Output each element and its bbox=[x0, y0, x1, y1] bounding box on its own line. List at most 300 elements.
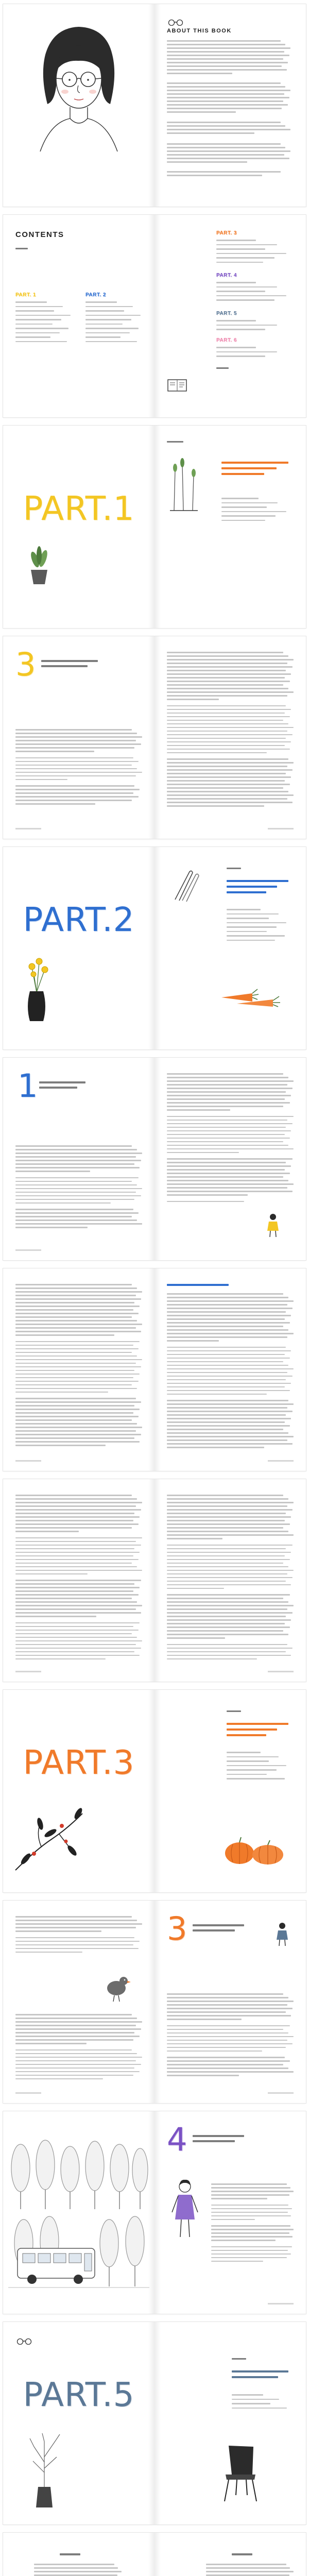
text-line bbox=[15, 1566, 137, 1568]
text-line bbox=[15, 1548, 134, 1550]
text-line bbox=[221, 467, 277, 469]
text-line bbox=[167, 1619, 291, 1621]
part-5-opener-page bbox=[3, 2322, 154, 2524]
text-line bbox=[167, 1284, 229, 1286]
text-line bbox=[211, 2187, 290, 2189]
text-line bbox=[216, 325, 277, 326]
text-line bbox=[15, 1937, 134, 1939]
text-line bbox=[167, 773, 286, 774]
text-line bbox=[167, 1194, 248, 1196]
text-line bbox=[167, 1516, 291, 1518]
text-line bbox=[221, 506, 267, 508]
part-5-chapter-list bbox=[232, 2394, 288, 2412]
text-line bbox=[167, 1605, 294, 1606]
paragraph bbox=[167, 1495, 294, 1662]
text-line bbox=[167, 73, 232, 74]
toc-prologue bbox=[15, 248, 46, 252]
text-line bbox=[167, 2071, 294, 2073]
text-line bbox=[167, 1315, 291, 1316]
text-line bbox=[211, 2229, 294, 2230]
text-line bbox=[167, 161, 247, 163]
text-line bbox=[167, 1376, 293, 1377]
text-page bbox=[3, 1479, 154, 1682]
text-line bbox=[167, 1523, 290, 1525]
text-line bbox=[221, 515, 276, 517]
text-line bbox=[167, 713, 285, 714]
text-line bbox=[15, 1313, 139, 1314]
text-line bbox=[227, 913, 279, 915]
text-line bbox=[15, 1195, 141, 1197]
text-line bbox=[15, 1555, 133, 1557]
text-line bbox=[232, 2358, 246, 2360]
text-line bbox=[167, 1372, 287, 1374]
text-line bbox=[167, 150, 290, 152]
text-line bbox=[15, 1437, 134, 1439]
text-line bbox=[167, 1651, 286, 1653]
text-line bbox=[232, 2370, 288, 2372]
text-line bbox=[167, 1644, 287, 1646]
text-line bbox=[167, 2004, 287, 2006]
text-line bbox=[167, 780, 285, 782]
page-footer bbox=[268, 2303, 294, 2304]
part-2-opener-page bbox=[3, 847, 154, 1049]
text-line bbox=[15, 1320, 137, 1321]
part-1-spread bbox=[3, 426, 306, 628]
text-line bbox=[167, 723, 288, 725]
text-line bbox=[15, 1502, 142, 1503]
text-line bbox=[15, 1637, 137, 1638]
text-line bbox=[15, 765, 132, 766]
part-3-chapter-spread bbox=[3, 1901, 306, 2103]
bird-illustration bbox=[101, 1968, 132, 2004]
text-line bbox=[167, 1581, 286, 1582]
text-line bbox=[167, 2015, 291, 2016]
text-line bbox=[216, 291, 265, 292]
text-line bbox=[15, 1495, 132, 1496]
about-heading: ABOUT THIS BOOK bbox=[167, 28, 232, 34]
text-line bbox=[167, 2019, 242, 2020]
text-line bbox=[167, 1318, 285, 1320]
text-line bbox=[167, 1623, 285, 1624]
text-line bbox=[15, 1423, 137, 1425]
text-line bbox=[15, 1527, 132, 1529]
text-line bbox=[15, 1590, 133, 1592]
text-line bbox=[167, 758, 288, 760]
text-line bbox=[15, 1309, 133, 1311]
text-line bbox=[15, 1545, 141, 1546]
chapter-heading bbox=[39, 1081, 85, 1092]
text-line bbox=[167, 1626, 290, 1628]
text-line bbox=[167, 2047, 286, 2048]
text-line bbox=[232, 2403, 270, 2404]
text-line bbox=[167, 691, 294, 693]
text-line bbox=[85, 306, 133, 308]
text-line bbox=[15, 1516, 140, 1518]
text-line bbox=[15, 2071, 140, 2073]
text-line bbox=[167, 93, 284, 95]
text-line bbox=[211, 2253, 291, 2255]
text-line bbox=[15, 2078, 103, 2080]
text-line bbox=[167, 1538, 222, 1539]
text-line bbox=[227, 886, 277, 888]
text-line bbox=[167, 1176, 283, 1178]
text-line bbox=[15, 1284, 132, 1285]
text-line bbox=[167, 1634, 288, 1635]
text-line bbox=[167, 1612, 293, 1614]
part-3-spread bbox=[3, 1690, 306, 1892]
text-line bbox=[193, 2135, 244, 2137]
text-line bbox=[15, 1149, 137, 1150]
text-line bbox=[34, 2564, 114, 2565]
text-line bbox=[167, 699, 219, 700]
text-line bbox=[167, 1073, 283, 1075]
text-line bbox=[15, 1171, 90, 1172]
text-line bbox=[167, 716, 290, 718]
text-line bbox=[15, 1192, 136, 1193]
text-line bbox=[15, 1537, 142, 1539]
text-line bbox=[167, 1308, 293, 1309]
text-line bbox=[167, 1162, 286, 1163]
text-line bbox=[167, 1169, 285, 1171]
text-line bbox=[15, 1559, 139, 1561]
text-line bbox=[167, 1570, 294, 1571]
text-line bbox=[15, 315, 71, 316]
text-line bbox=[167, 100, 283, 102]
paragraph bbox=[15, 1145, 142, 1230]
text-line bbox=[167, 1106, 283, 1107]
text-line bbox=[227, 1710, 241, 1712]
page-footer bbox=[268, 2092, 294, 2094]
text-line bbox=[15, 328, 68, 329]
book-icon bbox=[167, 379, 187, 392]
text-line bbox=[211, 2257, 287, 2259]
text-line bbox=[167, 1432, 288, 1434]
text-line bbox=[15, 1616, 96, 1617]
text-line bbox=[227, 1769, 277, 1771]
text-line bbox=[167, 1152, 239, 1154]
text-line bbox=[15, 1644, 136, 1646]
text-line bbox=[206, 2567, 290, 2569]
text-line bbox=[167, 97, 289, 98]
text-line bbox=[15, 1209, 133, 1210]
text-line bbox=[167, 1630, 283, 1632]
text-line bbox=[15, 336, 50, 338]
text-line bbox=[167, 1436, 294, 1437]
text-line bbox=[15, 1612, 141, 1614]
section-heading bbox=[167, 1284, 229, 1290]
text-spread bbox=[3, 1268, 306, 1471]
text-line bbox=[227, 935, 285, 937]
text-line bbox=[167, 766, 287, 767]
text-line bbox=[15, 306, 63, 308]
text-line bbox=[15, 1948, 139, 1950]
text-line bbox=[167, 677, 285, 679]
text-line bbox=[15, 1177, 139, 1179]
part-label bbox=[232, 2358, 268, 2362]
toc-part-3-list bbox=[216, 240, 288, 266]
text-line bbox=[167, 1379, 286, 1381]
text-line bbox=[232, 2553, 252, 2555]
part-5-intro-title bbox=[232, 2370, 288, 2382]
text-line bbox=[167, 1386, 285, 1388]
text-line bbox=[167, 122, 281, 123]
text-line bbox=[167, 1555, 285, 1557]
text-line bbox=[167, 762, 294, 764]
text-line bbox=[15, 1520, 133, 1521]
text-line bbox=[167, 1447, 264, 1448]
text-line bbox=[167, 684, 283, 686]
text-line bbox=[15, 1416, 139, 1417]
paragraph bbox=[167, 652, 294, 809]
text-line bbox=[167, 670, 286, 671]
text-line bbox=[167, 2036, 294, 2038]
text-line bbox=[15, 1401, 141, 1403]
text-line bbox=[167, 1997, 288, 1998]
text-line bbox=[15, 2025, 136, 2026]
chapter-number: 1 bbox=[18, 1067, 38, 1105]
part-label bbox=[227, 868, 263, 872]
text-line bbox=[167, 738, 286, 739]
text-line bbox=[167, 805, 264, 807]
text-line bbox=[221, 520, 265, 521]
text-line bbox=[167, 2011, 286, 2013]
text-line bbox=[211, 2205, 288, 2206]
toc-part-5-list bbox=[216, 320, 288, 333]
text-line bbox=[167, 749, 290, 750]
text-line bbox=[167, 2025, 290, 2027]
text-line bbox=[167, 1559, 290, 1561]
text-line bbox=[167, 1390, 290, 1392]
text-line bbox=[15, 1156, 136, 1158]
text-line bbox=[167, 111, 236, 113]
text-line bbox=[15, 2018, 137, 2019]
text-line bbox=[167, 1187, 287, 1189]
text-line bbox=[15, 1923, 142, 1925]
page-footer bbox=[268, 1671, 294, 1672]
text-line bbox=[227, 891, 266, 893]
text-line bbox=[227, 922, 286, 924]
text-line bbox=[34, 2567, 118, 2569]
text-line bbox=[167, 2050, 262, 2052]
text-line bbox=[15, 1630, 139, 1631]
text-line bbox=[15, 324, 53, 325]
text-line bbox=[15, 1363, 136, 1364]
text-line bbox=[167, 791, 288, 792]
text-line bbox=[167, 2001, 294, 2002]
part-1-opener-page bbox=[3, 426, 154, 628]
text-line bbox=[167, 1311, 286, 1313]
text-line bbox=[15, 1920, 137, 1921]
text-line bbox=[167, 1080, 294, 1082]
text-line bbox=[15, 1392, 108, 1393]
contents-page-left bbox=[3, 215, 154, 417]
text-line bbox=[211, 2191, 294, 2192]
text-line bbox=[167, 745, 285, 747]
text-line bbox=[211, 2232, 289, 2234]
text-line bbox=[15, 1594, 139, 1596]
text-line bbox=[15, 751, 94, 752]
text-line bbox=[193, 1929, 235, 1931]
text-line bbox=[15, 1573, 88, 1575]
text-line bbox=[167, 55, 289, 56]
text-line bbox=[227, 880, 288, 882]
text-line bbox=[167, 1127, 286, 1128]
text-line bbox=[167, 1365, 288, 1366]
text-line bbox=[167, 1502, 294, 1503]
text-line bbox=[15, 1651, 134, 1653]
text-line bbox=[15, 1509, 141, 1511]
text-line bbox=[167, 1361, 283, 1363]
text-line bbox=[216, 355, 265, 357]
text-line bbox=[15, 1184, 137, 1186]
text-line bbox=[167, 1340, 219, 1342]
text-line bbox=[167, 1577, 293, 1579]
text-line bbox=[167, 1552, 291, 1553]
text-line bbox=[167, 1594, 290, 1596]
trees-and-bus-illustration bbox=[8, 2127, 149, 2297]
text-line bbox=[15, 2036, 140, 2037]
text-line bbox=[15, 2028, 141, 2030]
text-line bbox=[227, 868, 241, 869]
chapter-heading bbox=[41, 660, 98, 670]
text-line bbox=[15, 1405, 134, 1406]
text-line bbox=[227, 1723, 288, 1725]
text-line bbox=[15, 1381, 139, 1382]
text-line bbox=[167, 1495, 283, 1496]
text-line bbox=[167, 1300, 294, 1302]
text-line bbox=[216, 367, 229, 369]
text-line bbox=[167, 44, 285, 45]
text-line bbox=[211, 2183, 287, 2185]
text-line bbox=[15, 1941, 140, 1942]
part-1-title: PART.1 bbox=[23, 490, 135, 528]
text-line bbox=[167, 154, 284, 156]
page-footer bbox=[15, 2092, 41, 2094]
text-line bbox=[15, 1580, 141, 1581]
text-line bbox=[15, 1370, 134, 1371]
text-line bbox=[34, 2571, 122, 2572]
text-line bbox=[167, 709, 291, 710]
text-line bbox=[15, 2039, 133, 2041]
text-line bbox=[167, 2067, 288, 2069]
text-line bbox=[167, 1520, 285, 1521]
paragraph bbox=[167, 143, 290, 165]
part-2-spread bbox=[3, 847, 306, 1049]
text-line bbox=[15, 1227, 88, 1228]
dry-plant-vase-illustration bbox=[24, 2431, 65, 2509]
text-line bbox=[227, 931, 267, 933]
text-line bbox=[167, 1648, 293, 1649]
text-line bbox=[15, 2032, 134, 2033]
part-3-intro-page bbox=[154, 1690, 306, 1892]
text-line bbox=[167, 688, 288, 689]
text-line bbox=[15, 1513, 134, 1514]
text-line bbox=[167, 2075, 239, 2076]
text-line bbox=[167, 1513, 286, 1514]
text-line bbox=[167, 1098, 285, 1100]
part-label bbox=[167, 441, 208, 445]
text-line bbox=[167, 1400, 288, 1401]
text-line bbox=[167, 1148, 294, 1150]
text-line bbox=[15, 1348, 139, 1350]
text-line bbox=[167, 1322, 290, 1324]
text-line bbox=[15, 1430, 136, 1432]
toc-part-2-list bbox=[85, 301, 142, 345]
text-line bbox=[227, 1756, 279, 1758]
text-line bbox=[15, 1219, 137, 1221]
text-line bbox=[167, 1358, 290, 1359]
text-line bbox=[15, 1563, 132, 1564]
text-line bbox=[15, 1930, 101, 1932]
text-line bbox=[167, 1993, 283, 1995]
text-line bbox=[167, 652, 283, 653]
illustration-page bbox=[3, 2111, 154, 2314]
text-line bbox=[15, 1163, 134, 1165]
text-line bbox=[15, 2060, 136, 2062]
text-line bbox=[216, 262, 263, 263]
text-line bbox=[15, 2075, 133, 2076]
text-line bbox=[167, 2040, 287, 2041]
text-line bbox=[15, 1655, 140, 1656]
text-line bbox=[15, 1608, 136, 1610]
text-line bbox=[167, 40, 281, 42]
text-line bbox=[167, 1414, 286, 1416]
toc-part-2-label: PART. 2 bbox=[85, 292, 106, 298]
text-line bbox=[39, 1087, 77, 1089]
paragraph bbox=[167, 171, 290, 178]
text-line bbox=[167, 1123, 293, 1125]
text-line bbox=[15, 768, 137, 770]
text-line bbox=[227, 1728, 277, 1731]
paragraph bbox=[15, 1284, 142, 1448]
plant-stems-illustration bbox=[164, 456, 205, 513]
text-line bbox=[15, 1331, 141, 1332]
text-line bbox=[15, 1287, 137, 1289]
text-line bbox=[216, 240, 256, 241]
text-line bbox=[15, 301, 47, 303]
text-line bbox=[167, 2043, 293, 2045]
text-line bbox=[167, 1637, 225, 1639]
text-line bbox=[167, 171, 281, 173]
chapter-start-page bbox=[3, 1058, 154, 1260]
text-line bbox=[15, 1384, 132, 1386]
text-line bbox=[167, 1368, 294, 1370]
chapter-start-page bbox=[3, 636, 154, 839]
text-line bbox=[227, 1734, 266, 1736]
text-line bbox=[167, 2008, 293, 2009]
text-line bbox=[15, 1202, 111, 1204]
toc-part-1-list bbox=[15, 301, 72, 345]
text-line bbox=[15, 747, 134, 749]
text-line bbox=[211, 2240, 276, 2241]
text-line bbox=[167, 1354, 285, 1355]
part-1-intro-page bbox=[154, 426, 306, 628]
text-line bbox=[15, 1531, 79, 1532]
pumpkins-illustration bbox=[221, 1830, 288, 1866]
text-line bbox=[167, 2064, 283, 2065]
text-line bbox=[167, 1201, 244, 1202]
text-line bbox=[167, 1658, 257, 1660]
text-line bbox=[15, 319, 61, 320]
text-line bbox=[167, 1429, 283, 1430]
text-line bbox=[41, 665, 88, 667]
text-line bbox=[15, 2021, 142, 2023]
text-line bbox=[216, 295, 286, 297]
text-line bbox=[15, 1181, 132, 1182]
text-line bbox=[15, 1327, 136, 1329]
text-line bbox=[34, 2574, 117, 2576]
part-2-chapter-spread bbox=[3, 1058, 306, 1260]
